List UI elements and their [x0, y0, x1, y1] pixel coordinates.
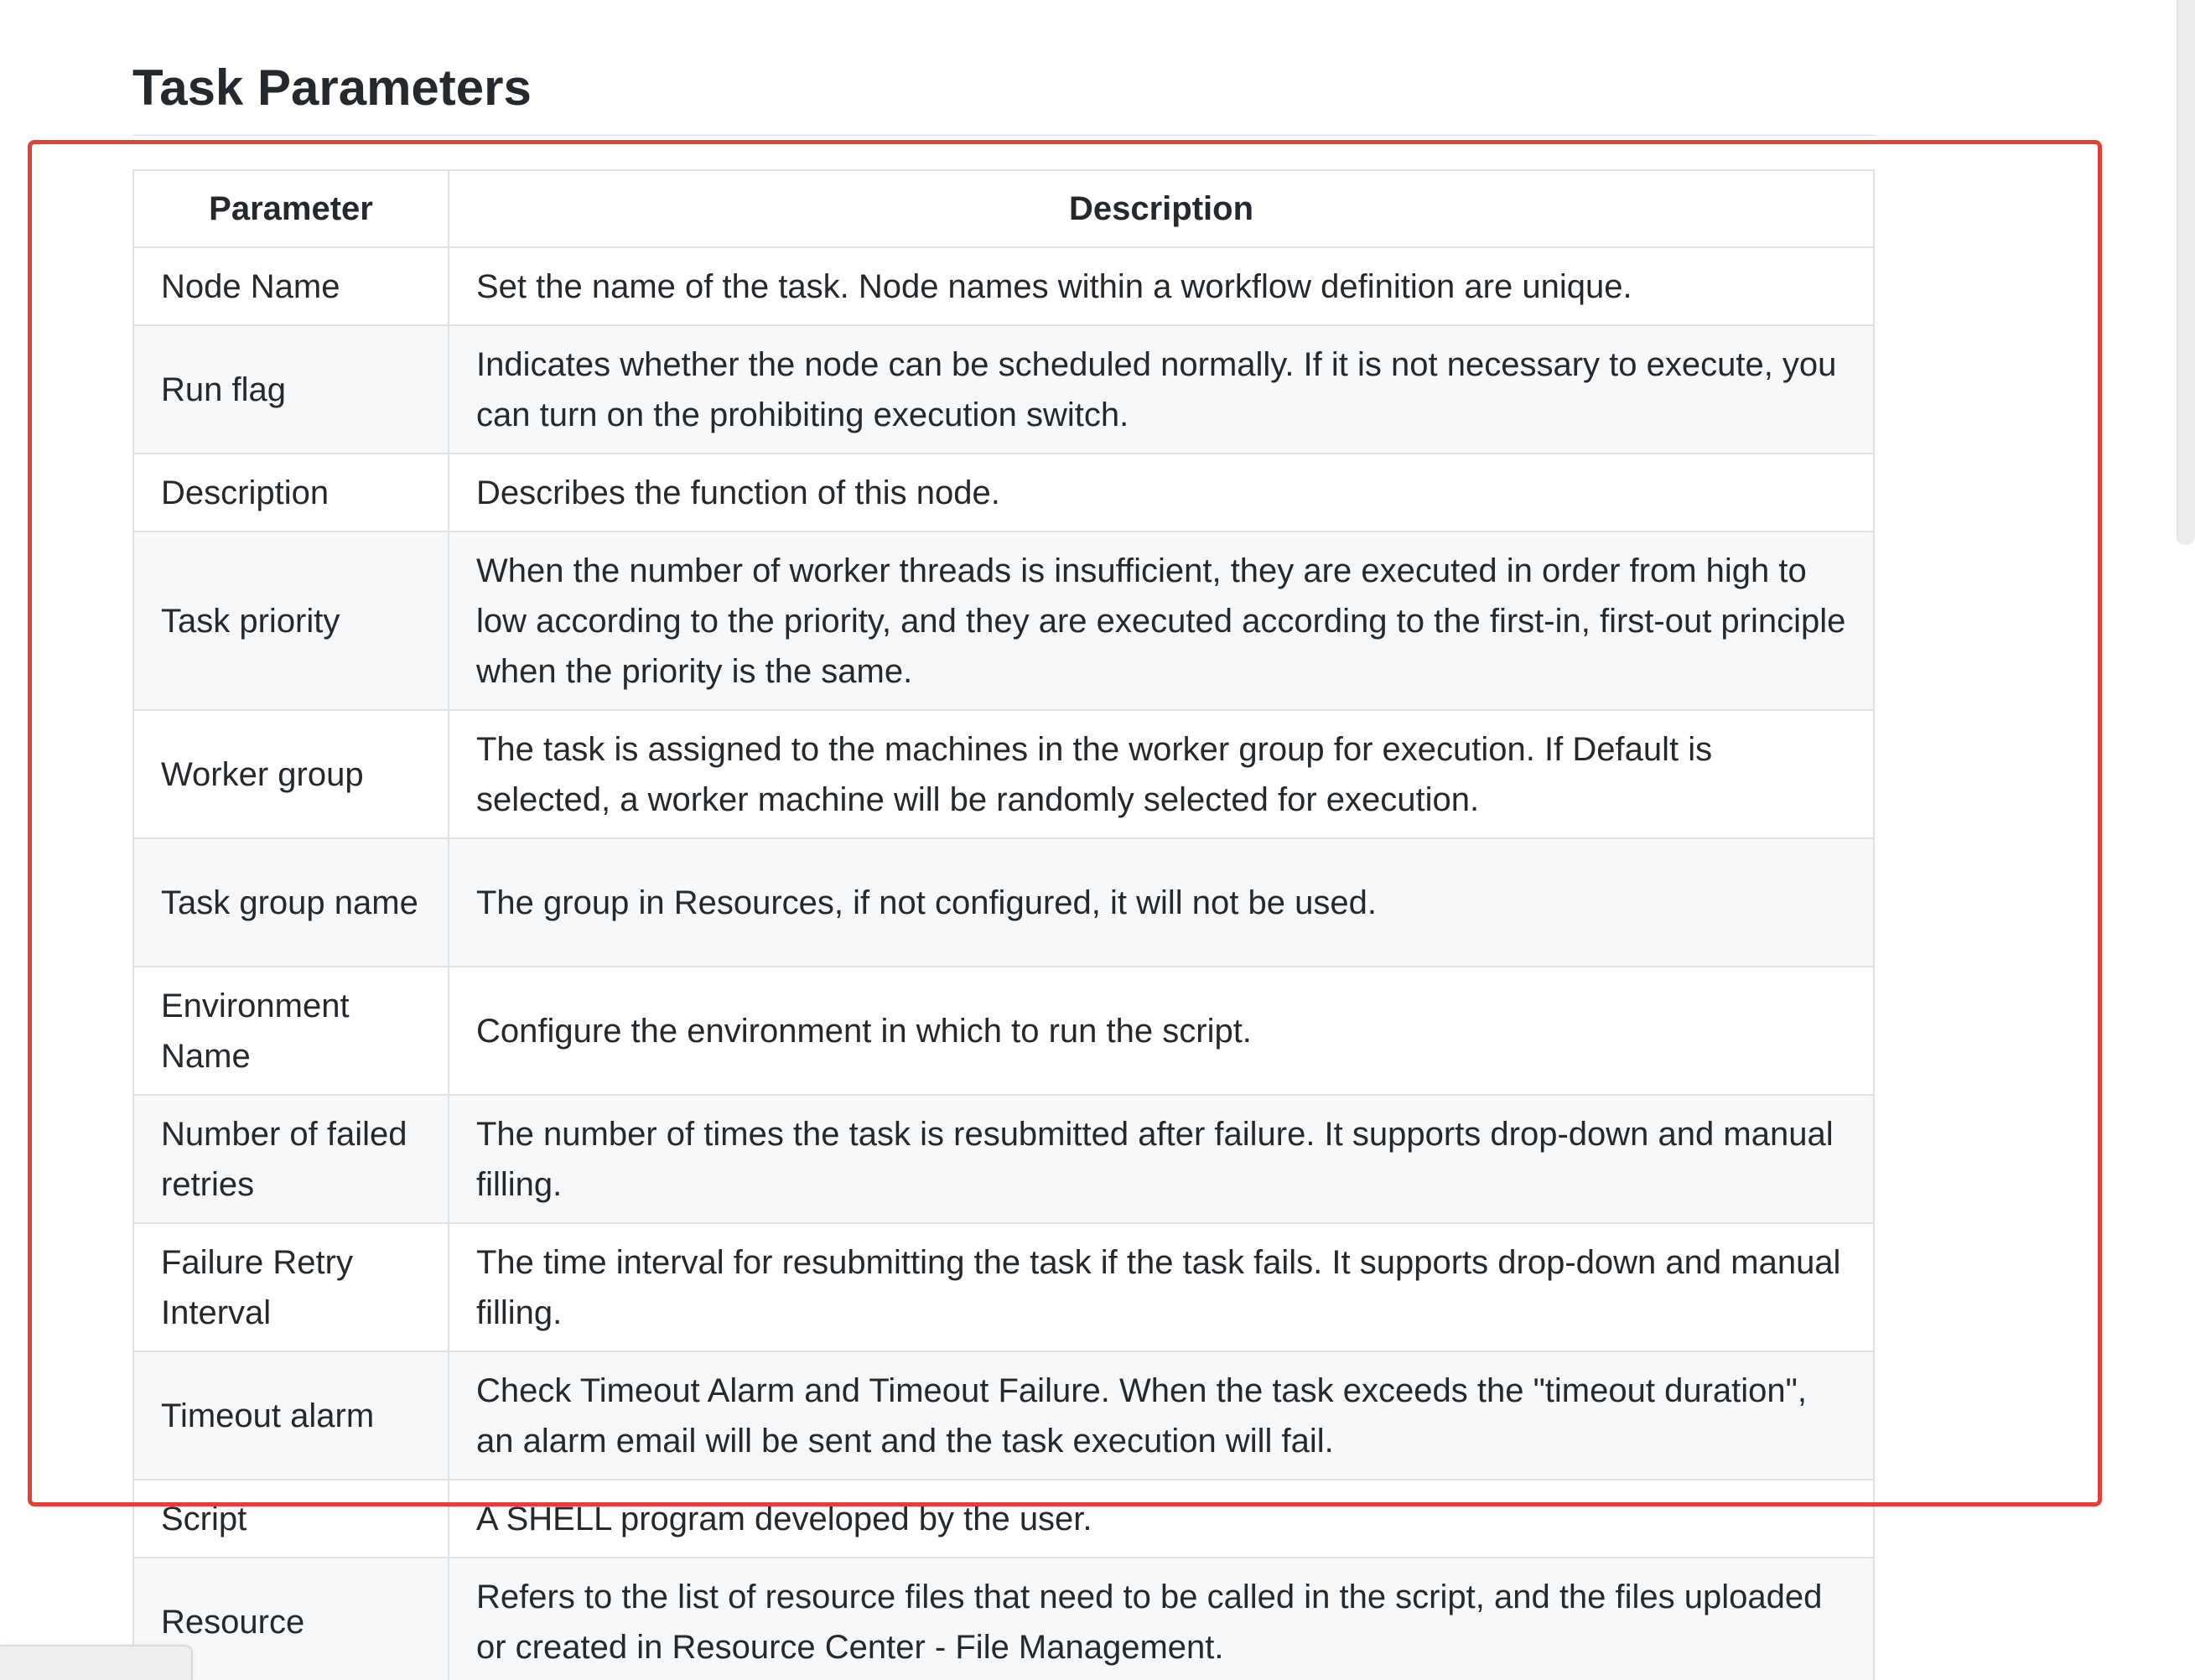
parameter-cell: Task group name	[133, 838, 449, 967]
document-content	[132, 0, 1875, 1666]
description-cell: The group in Resources, if not configured, it will not be used.	[449, 838, 1874, 967]
table-header-row	[133, 170, 1874, 247]
page-title: Task Parameters	[132, 0, 1875, 136]
table-row	[133, 325, 1874, 454]
table-row	[133, 838, 1874, 967]
parameter-cell: Task priority	[133, 531, 449, 710]
parameter-cell: Script	[133, 1480, 449, 1558]
table-row	[133, 1095, 1874, 1223]
parameter-cell: Description	[133, 454, 449, 531]
description-cell: Refers to the list of resource files that need to be called in the script, and the files uploaded or created in Resource Center - File Management.	[449, 1558, 1874, 1680]
description-cell: Indicates whether the node can be scheduled normally. If it is not necessary to execute, you can turn on the prohibiting execution switch.	[449, 325, 1874, 454]
table-row	[133, 1223, 1874, 1351]
description-cell: The time interval for resubmitting the task if the task fails. It supports drop-down and manual filling.	[449, 1223, 1874, 1351]
parameter-cell: Number of failed retries	[133, 1095, 449, 1223]
table-row	[133, 967, 1874, 1095]
bottom-corner-tab[interactable]	[0, 1645, 193, 1680]
parameter-cell: Environment Name	[133, 967, 449, 1095]
description-cell: Configure the environment in which to run the script.	[449, 967, 1874, 1095]
description-cell: When the number of worker threads is insufficient, they are executed in order from high to low according to the priority, and they are executed according to the first-in, first-out principle when the priority is the same.	[449, 531, 1874, 710]
description-cell: Check Timeout Alarm and Timeout Failure. When the task exceeds the "timeout duration", an alarm email will be sent and the task execution will fail.	[449, 1351, 1874, 1480]
vertical-scrollbar[interactable]	[2177, 0, 2195, 545]
task-parameters-table	[132, 169, 1875, 1680]
header-description: Description	[449, 170, 1874, 247]
table-row	[133, 454, 1874, 531]
parameter-cell: Run flag	[133, 325, 449, 454]
header-parameter: Parameter	[133, 170, 449, 247]
table-row	[133, 710, 1874, 838]
parameter-cell: Resource	[133, 1558, 449, 1680]
table-row	[133, 247, 1874, 325]
description-cell: A SHELL program developed by the user.	[449, 1480, 1874, 1558]
table-row	[133, 1351, 1874, 1480]
description-cell: Set the name of the task. Node names within a workflow definition are unique.	[449, 247, 1874, 325]
description-cell: The task is assigned to the machines in the worker group for execution. If Default is selected, a worker machine will be randomly selected for execution.	[449, 710, 1874, 838]
parameter-cell: Worker group	[133, 710, 449, 838]
table-row	[133, 531, 1874, 710]
table-row	[133, 1558, 1874, 1680]
description-cell: The number of times the task is resubmitted after failure. It supports drop-down and manual filling.	[449, 1095, 1874, 1223]
parameter-cell: Node Name	[133, 247, 449, 325]
parameter-cell: Failure Retry Interval	[133, 1223, 449, 1351]
description-cell: Describes the function of this node.	[449, 454, 1874, 531]
table-row	[133, 1480, 1874, 1558]
parameter-cell: Timeout alarm	[133, 1351, 449, 1480]
